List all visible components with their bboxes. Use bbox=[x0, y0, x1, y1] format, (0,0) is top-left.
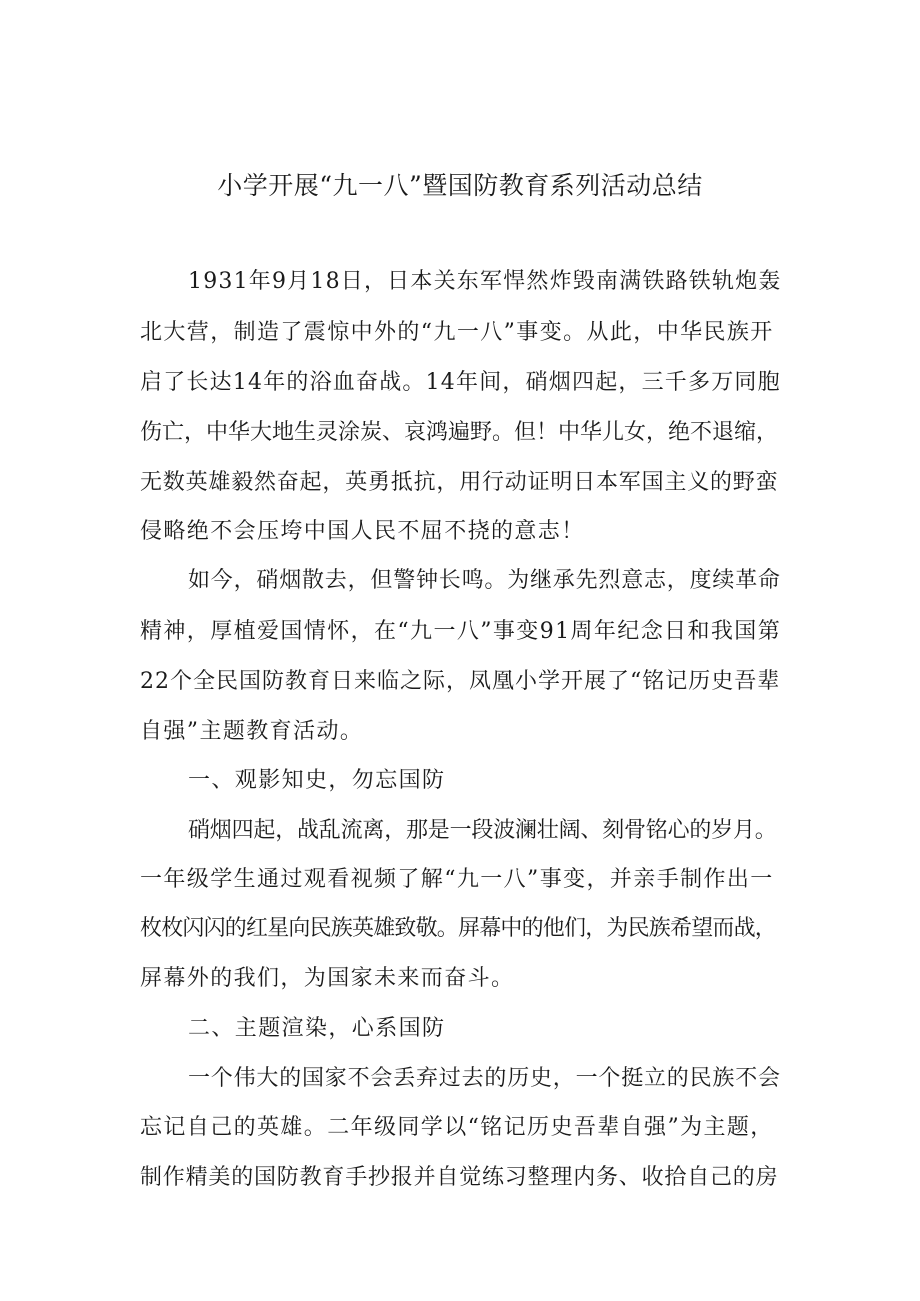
body-line: 自强”主题教育活动。 bbox=[140, 719, 364, 744]
body-line: 启了长达14年的浴血奋战。14年间，硝烟四起，三千多万同胞 bbox=[140, 370, 781, 395]
body-line: 一个伟大的国家不会丢弃过去的历史，一个挺立的民族不会 bbox=[188, 1066, 781, 1091]
body-line: 侵略绝不会压垮中国人民不屈不挠的意志！ bbox=[140, 519, 585, 544]
body-line: 屏幕外的我们，为国家未来而奋斗。 bbox=[140, 966, 515, 991]
section-heading: 二、主题渲染，心系国防 bbox=[188, 1016, 446, 1041]
body-line: 精神，厚植爱国情怀，在“九一八”事变91周年纪念日和我国第 bbox=[140, 619, 782, 644]
body-line: 1931年9月18日，日本关东军悍然炸毁南满铁路铁轨炮轰 bbox=[188, 269, 782, 294]
document-title: 小学开展“九一八”暨国防教育系列活动总结 bbox=[217, 171, 703, 200]
body-line: 北大营，制造了震惊中外的“九一八”事变。从此，中华民族开 bbox=[140, 320, 774, 345]
body-line: 枚枚闪闪的红星向民族英雄致敬。屏幕中的他们，为民族希望而战， bbox=[140, 916, 777, 941]
section-heading: 一、观影知史，勿忘国防 bbox=[188, 768, 446, 793]
body-line: 一年级学生通过观看视频了解“九一八”事变，并亲手制作出一 bbox=[140, 867, 774, 892]
body-line: 制作精美的国防教育手抄报并自觉练习整理内务、收拾自己的房 bbox=[140, 1165, 779, 1190]
body-line: 22个全民国防教育日来临之际，凤凰小学开展了“铭记历史吾辈 bbox=[140, 669, 781, 694]
body-line: 如今，硝烟散去，但警钟长鸣。为继承先烈意志，度续革命 bbox=[188, 568, 781, 593]
body-line: 忘记自己的英雄。二年级同学以“铭记历史吾辈自强”为主题， bbox=[140, 1115, 774, 1140]
body-line: 无数英雄毅然奋起，英勇抵抗，用行动证明日本军国主义的野蛮 bbox=[140, 470, 779, 495]
body-line: 伤亡，中华大地生灵涂炭、哀鸿遍野。但！中华儿女，绝不退缩， bbox=[140, 420, 779, 445]
body-line: 硝烟四起，战乱流离，那是一段波澜壮阔、刻骨铭心的岁月。 bbox=[188, 818, 777, 843]
